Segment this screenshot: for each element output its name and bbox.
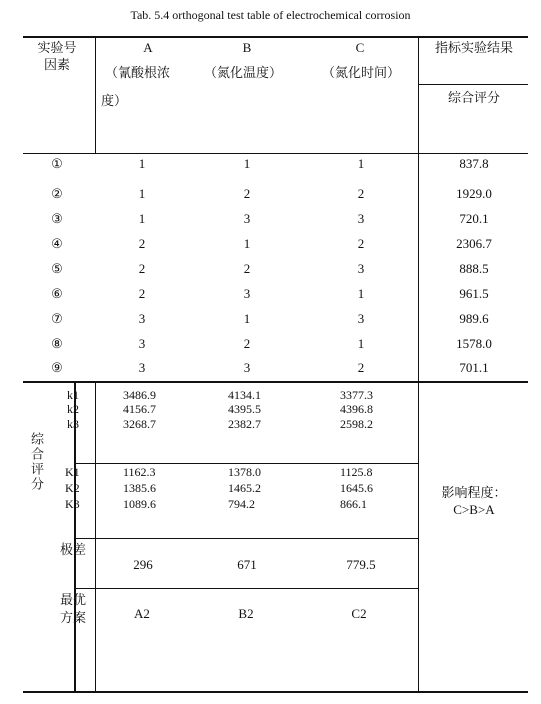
factor-b-value: 2 <box>243 261 251 276</box>
score-value: 989.6 <box>459 311 489 326</box>
K-value-a: 1089.6 <box>123 497 156 511</box>
range-value-b: 671 <box>237 557 257 572</box>
best-top-rule <box>74 588 418 589</box>
best-value-c: C2 <box>351 606 367 621</box>
score-header: 综合评分 <box>447 90 500 105</box>
score-value: 1929.0 <box>456 186 492 201</box>
bottom-rule <box>23 691 528 693</box>
k-value-c: 2598.2 <box>340 417 373 431</box>
row-id: ④ <box>51 236 63 251</box>
influence-value: C>B>A <box>453 502 495 517</box>
k-value-a: 3486.9 <box>123 388 156 402</box>
range-value-a: 296 <box>133 557 153 572</box>
factor-a-value: 1 <box>138 211 146 226</box>
score-value: 837.8 <box>459 156 489 171</box>
factor-a-description-line2: 度） <box>101 93 128 108</box>
factor-a-value: 1 <box>138 156 146 171</box>
range-label: 极差 <box>60 542 87 557</box>
header-bottom-rule <box>23 153 528 154</box>
k-label: k3 <box>67 417 79 431</box>
result-divider <box>418 36 419 691</box>
factor-c-description: （氮化时间） <box>322 65 401 80</box>
K-value-a: 1162.3 <box>123 465 156 479</box>
factor-b-value: 3 <box>243 211 251 226</box>
k-section-rule <box>74 463 418 464</box>
factor-b-value: 2 <box>243 336 251 351</box>
k-value-b: 4395.5 <box>228 402 261 416</box>
top-rule <box>23 36 528 38</box>
K-value-a: 1385.6 <box>123 481 156 495</box>
k-label: k2 <box>67 402 79 416</box>
k-value-c: 3377.3 <box>340 388 373 402</box>
row-label-header-line2: 因素 <box>43 57 70 72</box>
k-label: k1 <box>67 388 79 402</box>
factor-a-label: A <box>143 40 153 55</box>
K-label: K3 <box>65 497 80 511</box>
k-value-b: 2382.7 <box>228 417 261 431</box>
best-plan-label-line1: 最优 <box>60 592 87 607</box>
row-id: ⑤ <box>51 261 63 276</box>
factor-c-value: 3 <box>357 261 365 276</box>
factor-b-value: 3 <box>243 360 251 375</box>
K-label: K2 <box>65 481 80 495</box>
row-label-header-line1: 实验号 <box>37 40 77 55</box>
factor-c-value: 2 <box>357 360 365 375</box>
factor-c-value: 3 <box>357 211 365 226</box>
row-id: ② <box>51 186 63 201</box>
k-value-a: 4156.7 <box>123 402 156 416</box>
factor-b-value: 1 <box>243 311 251 326</box>
K-value-c: 1645.6 <box>340 481 373 495</box>
factor-a-value: 2 <box>138 286 146 301</box>
factor-b-value: 2 <box>243 186 251 201</box>
K-value-b: 794.2 <box>228 497 255 511</box>
row-id: ⑨ <box>51 360 63 375</box>
factor-a-value: 2 <box>138 261 146 276</box>
analysis-value-divider <box>95 381 96 691</box>
factor-c-value: 1 <box>357 336 365 351</box>
factor-c-value: 2 <box>357 236 365 251</box>
factor-c-value: 3 <box>357 311 365 326</box>
score-value: 1578.0 <box>456 336 492 351</box>
row-id: ⑦ <box>51 311 63 326</box>
factor-b-label: B <box>242 40 252 55</box>
result-header: 指标实验结果 <box>434 40 513 55</box>
factor-a-description-line1: （氰酸根浓 <box>105 65 171 80</box>
factor-c-value: 1 <box>357 286 365 301</box>
K-value-c: 1125.8 <box>340 465 373 479</box>
best-plan-label-line2: 方案 <box>60 610 87 625</box>
score-value: 701.1 <box>459 360 489 375</box>
row-id: ⑥ <box>51 286 63 301</box>
K-value-b: 1378.0 <box>228 465 261 479</box>
score-value: 888.5 <box>459 261 489 276</box>
factor-b-description: （氮化温度） <box>204 65 283 80</box>
influence-label: 影响程度： <box>441 485 507 500</box>
best-value-b: B2 <box>238 606 254 621</box>
K-label: K1 <box>65 465 80 479</box>
score-value: 720.1 <box>459 211 489 226</box>
factor-a-value: 3 <box>138 360 146 375</box>
factor-c-value: 1 <box>357 156 365 171</box>
table-caption: Tab. 5.4 orthogonal test table of electrochemical corrosion <box>130 8 411 22</box>
K-value-c: 866.1 <box>340 497 367 511</box>
factor-b-value: 1 <box>243 236 251 251</box>
K-value-b: 1465.2 <box>228 481 261 495</box>
orthogonal-test-table <box>23 36 528 693</box>
range-top-rule <box>74 538 418 539</box>
best-value-a: A2 <box>134 606 150 621</box>
factor-b-value: 3 <box>243 286 251 301</box>
data-bottom-rule <box>23 381 528 383</box>
factor-c-value: 2 <box>357 186 365 201</box>
factor-a-value: 2 <box>138 236 146 251</box>
analysis-group-label: 综合评分 <box>29 432 44 492</box>
row-id: ① <box>51 156 63 171</box>
range-value-c: 779.5 <box>346 557 376 572</box>
k-value-a: 3268.7 <box>123 417 156 431</box>
k-value-b: 4134.1 <box>228 388 261 402</box>
factor-c-label: C <box>355 40 365 55</box>
row-id: ⑧ <box>51 336 63 351</box>
score-header-rule <box>418 84 528 85</box>
row-id: ③ <box>51 211 63 226</box>
score-value: 2306.7 <box>456 236 492 251</box>
factor-a-value: 3 <box>138 311 146 326</box>
factor-a-value: 1 <box>138 186 146 201</box>
factor-b-value: 1 <box>243 156 251 171</box>
left-header-divider <box>95 36 96 153</box>
score-value: 961.5 <box>459 286 489 301</box>
k-value-c: 4396.8 <box>340 402 373 416</box>
factor-a-value: 3 <box>138 336 146 351</box>
